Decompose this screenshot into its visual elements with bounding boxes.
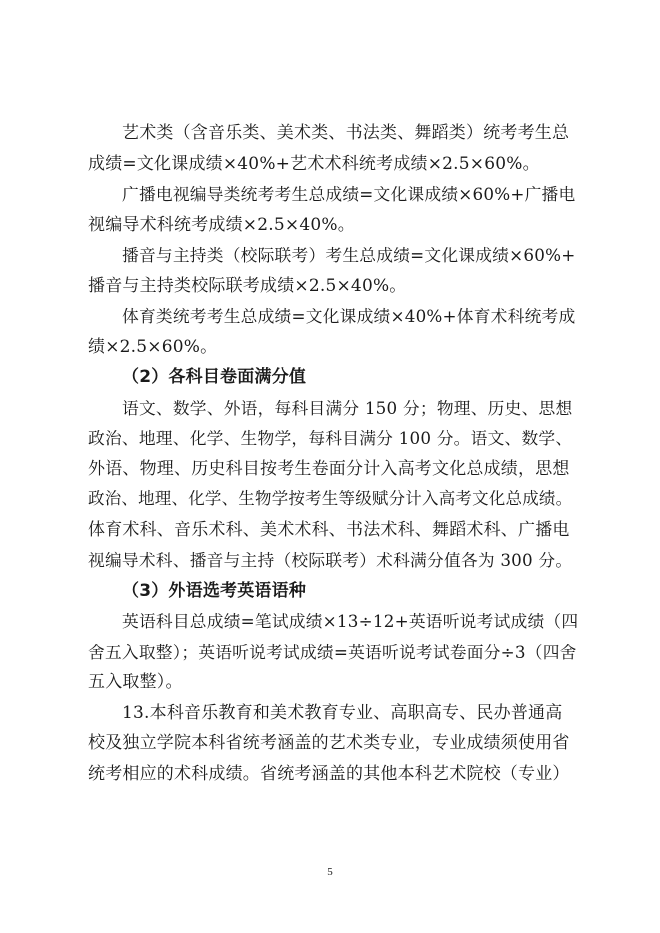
paragraph-line: 播音与主持类校际联考成绩×2.5×40%。 bbox=[88, 275, 407, 296]
paragraph-line: 体育类统考考生总成绩=文化课成绩×40%+体育术科统考成 bbox=[122, 306, 576, 326]
paragraph-line: 广播电视编导类统考考生总成绩=文化课成绩×60%+广播电 bbox=[122, 184, 576, 204]
paragraph-line: 艺术类（含音乐类、美术类、书法类、舞蹈类）统考考生总 bbox=[122, 123, 570, 143]
paragraph-line: 语文、数学、外语，每科目满分 150 分；物理、历史、思想 bbox=[122, 397, 573, 418]
section-heading: （3）外语选考英语语种 bbox=[122, 580, 307, 601]
paragraph-line: 外语、物理、历史科目按考生卷面分计入高考文化总成绩，思想 bbox=[88, 458, 570, 479]
paragraph-line: 视编导术科统考成绩×2.5×40%。 bbox=[88, 214, 355, 235]
paragraph-line: 播音与主持类（校际联考）考生总成绩=文化课成绩×60%+ bbox=[122, 245, 576, 265]
paragraph-line: 统考相应的术科成绩。省统考涵盖的其他本科艺术院校（专业） bbox=[88, 763, 570, 784]
paragraph-line: 校及独立学院本科省统考涵盖的艺术类专业，专业成绩须使用省 bbox=[88, 733, 570, 753]
paragraph-line: 英语科目总成绩=笔试成绩×13÷12+英语听说考试成绩（四 bbox=[122, 611, 579, 631]
paragraph-line: 成绩=文化课成绩×40%+艺术术科统考成绩×2.5×60%。 bbox=[88, 153, 540, 174]
section-heading: （2）各科目卷面满分值 bbox=[122, 367, 307, 387]
paragraph-line: 政治、地理、化学、生物学，每科目满分 100 分。语文、数学、 bbox=[88, 428, 573, 448]
paragraph-line: 体育术科、音乐术科、美术术科、书法术科、舞蹈术科、广播电 bbox=[88, 519, 570, 540]
page-number: 5 bbox=[327, 866, 333, 878]
paragraph-line: 舍五入取整）；英语听说考试成绩=英语听说考试卷面分÷3（四舍 bbox=[88, 641, 577, 662]
paragraph-line: 绩×2.5×60%。 bbox=[88, 336, 218, 357]
paragraph-line: 政治、地理、化学、生物学按考生等级赋分计入高考文化总成绩。 bbox=[88, 489, 573, 508]
page-body bbox=[88, 118, 578, 789]
paragraph-line: 五入取整）。 bbox=[88, 672, 183, 692]
paragraph-line: 13.本科音乐教育和美术教育专业、高职高专、民办普通高 bbox=[122, 702, 563, 723]
paragraph-line: 视编导术科、播音与主持（校际联考）术科满分值各为 300 分。 bbox=[88, 550, 573, 570]
